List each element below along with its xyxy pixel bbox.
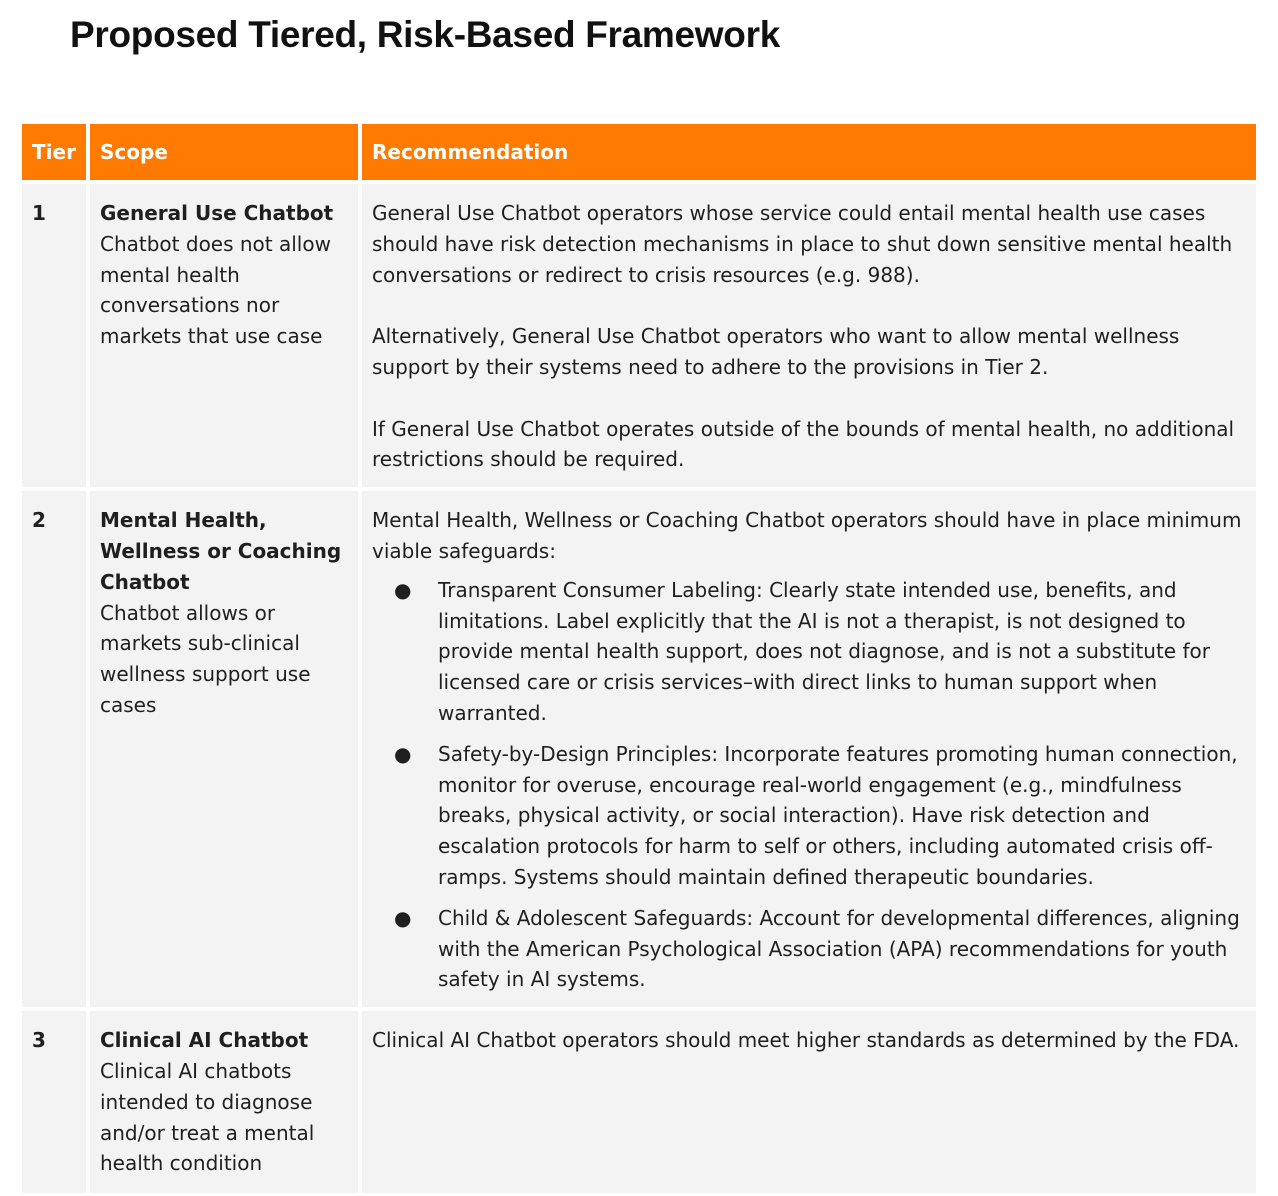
tier-number: 1: [22, 184, 86, 487]
recommendation-cell: [362, 184, 1256, 487]
table-row: [22, 491, 1256, 1007]
recommendation-paragraph: Clinical AI Chatbot operators should meet higher standards as determined by the FDA.: [372, 1028, 1240, 1053]
bullet-icon: ●: [394, 577, 412, 602]
tier-number: 3: [22, 1011, 86, 1193]
list-item-text: Child & Adolescent Safeguards: Account for developmental differences, aligning with the American Psychological Association (APA) recommendations for youth safety in AI systems.: [438, 905, 1240, 992]
tier-number: 2: [22, 491, 86, 1007]
scope-name: Mental Health, Wellness or Coaching Chatbot: [100, 508, 342, 594]
scope-cell: [90, 1011, 358, 1193]
recommendation-paragraph: If General Use Chatbot operates outside of the bounds of mental health, no additional restrictions should be required.: [372, 416, 1235, 472]
bullet-icon: ●: [394, 905, 412, 930]
recommendation-paragraph: Alternatively, General Use Chatbot operators who want to allow mental wellness support by their systems need to adhere to the provisions in Tier 2.: [372, 324, 1180, 379]
scope-cell: [90, 184, 358, 487]
framework-table: [18, 120, 1260, 1196]
table-row: [22, 184, 1256, 487]
safeguards-list: [372, 575, 1246, 995]
scope-cell: [90, 491, 358, 1007]
scope-description: Chatbot allows or markets sub-clinical wellness support use cases: [100, 600, 311, 717]
recommendation-paragraph: General Use Chatbot operators whose service could entail mental health use cases should have risk detection mechanisms in place to shut down sensitive mental health conversations or redirect to crisis resources (e.g. 988).: [372, 201, 1233, 287]
scope-description: Clinical AI chatbots intended to diagnose and/or treat a mental health condition: [100, 1058, 315, 1176]
list-item: [372, 739, 1246, 893]
recommendation-intro: Mental Health, Wellness or Coaching Chatbot operators should have in place minimum viable safeguards:: [372, 508, 1242, 563]
list-item: [372, 903, 1246, 995]
header-scope: Scope: [90, 124, 358, 180]
list-item-text: Transparent Consumer Labeling: Clearly state intended use, benefits, and limitations. Label explicitly that the AI is not a therapist, is not designed to provide mental health support, does not diagnose, and is not a substitute for licensed care or crisis services–with direct links to human support when warranted.: [438, 577, 1210, 725]
scope-description: Chatbot does not allow mental health conversations nor markets that use case: [100, 231, 331, 349]
header-tier: Tier: [22, 124, 86, 180]
header-recommendation: Recommendation: [362, 124, 1256, 180]
list-item: [372, 575, 1246, 729]
recommendation-cell: [362, 491, 1256, 1007]
bullet-icon: ●: [394, 741, 412, 766]
page-title: Proposed Tiered, Risk-Based Framework: [70, 14, 780, 55]
scope-name: General Use Chatbot: [100, 201, 334, 225]
table-header-row: [22, 124, 1256, 180]
table-row: [22, 1011, 1256, 1193]
list-item-text: Safety-by-Design Principles: Incorporate features promoting human connection, monitor for overuse, encourage real-world engagement (e.g., mindfulness breaks, physical activity, or social interaction). Have risk detection and escalation protocols for harm to self or others, including automated crisis off-ramps. Systems should maintain defined therapeutic boundaries.: [438, 741, 1238, 889]
recommendation-cell: [362, 1011, 1256, 1193]
scope-name: Clinical AI Chatbot: [100, 1028, 309, 1053]
